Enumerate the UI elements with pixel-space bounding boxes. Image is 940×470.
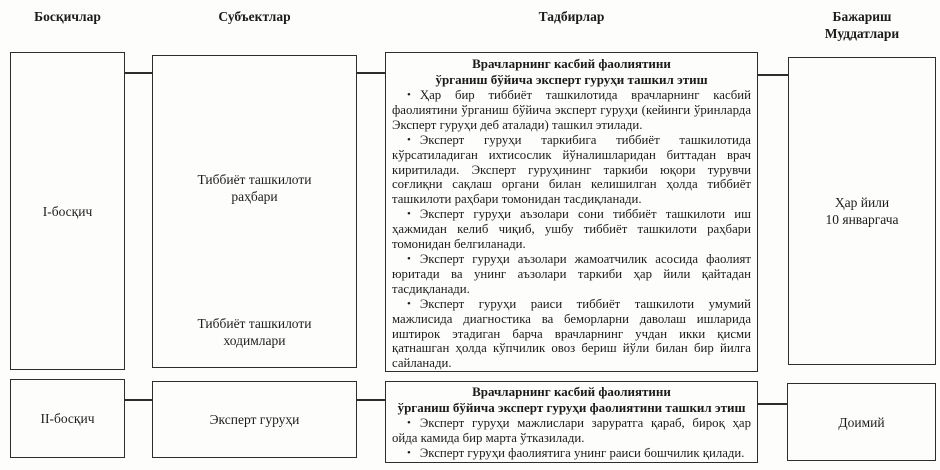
stage-2-box [10,379,125,458]
activities-1-bullet-5: • Эксперт гуруҳи раиси тиббиёт ташкилоти умумий мажлисида диагностика ва беморларни даволаш ишларида иштирок этадиган барча врачларнинг учдан икки қисми қатнашган ҳолда кўпчилик овоз бериш йўли билан бир йилга сайланади. [392,296,751,371]
deadline-1-line2: 10 январгача [825,212,899,227]
activities-2-title-line1: Врачларнинг касбий фаолиятини [472,384,671,399]
activities-1-title [392,56,751,88]
activities-2-title [392,384,751,416]
connector-line [758,403,787,405]
subjects-1-box [152,55,357,368]
column-header-deadlines [788,8,936,42]
column-header-stages: Босқичлар [34,9,101,24]
activities-1-title-line1: Врачларнинг касбий фаолиятини [472,56,671,71]
subject-medical-org-staff: Тиббиёт ташкилоти ходимлари [197,316,312,348]
bullet-icon: • [407,208,411,221]
subject-expert-group: Эксперт гуруҳи [209,412,300,427]
activities-1-box [385,52,758,372]
column-header-activities: Тадбирлар [538,9,605,24]
subjects-2-box [152,381,357,458]
column-header-subjects: Субъектлар [218,9,291,24]
activities-2-bullet-1: • Эксперт гуруҳи мажлислари заруратга қараб, бироқ ҳар ойда камида бир марта ўтказилади. [392,416,751,445]
stage-1-label: I-босқич [42,203,93,219]
bullet-icon: • [407,89,411,101]
connector-line [758,74,788,76]
activities-1-title-line2: ўрганиш бўйича эксперт гуруҳи ташкил этиш [435,72,708,87]
activities-2-box [385,381,758,463]
deadline-1-box [788,57,936,365]
subject-medical-org-head: Тиббиёт ташкилоти раҳбари [197,172,312,204]
bullet-icon: • [407,417,411,429]
connector-line [125,72,152,74]
activities-1-bullet-2: • Эксперт гуруҳи таркибига тиббиёт ташкилотида кўрсатиладиган ихтисослик йўналишларидан биттадан врач киритилади. Эксперт гуруҳининг таркиби юқори турувчи соғлиқни сақлаш органи билан келишилган ҳолда тиббиёт ташкилоти раҳбари томонидан тасдиқланади. [392,132,751,207]
activities-1-bullet-4: • Эксперт гуруҳи аъзолари жамоатчилик асосида фаолият юритади ва унинг аъзолари таркиби ҳар йили қайтадан тасдиқланади. [392,251,751,296]
column-header-deadlines-line2: Муддатлари [824,26,900,41]
deadline-2-label: Доимий [838,414,885,430]
deadline-2-box [787,383,936,461]
connector-line [357,399,385,401]
stage-1-box [10,52,125,370]
bullet-icon: • [407,446,411,459]
stage-2-label: II-босқич [40,411,95,426]
bullet-icon: • [407,133,411,146]
activities-2-title-line2: ўрганиш бўйича эксперт гуруҳи фаолиятини ташкил этиш [397,400,746,415]
activities-1-bullet-1: • Ҳар бир тиббиёт ташкилотида врачларнинг касбий фаолиятини ўрганиш бўйича эксперт гуруҳи (кейинги ўринларда Эксперт гуруҳи деб аталади) ташкил этилади. [392,88,751,132]
bullet-icon: • [407,252,411,265]
activities-1-bullet-3: • Эксперт гуруҳи аъзолари сони тиббиёт ташкилоти иш ҳажмидан келиб чиқиб, ушбу тиббиёт ташкилоти раҳбари томонидан белгиланади. [392,207,751,252]
bullet-icon: • [407,297,411,310]
activities-2-bullet-2: • Эксперт гуруҳи фаолиятига унинг раиси бошчилик қилади. [407,445,745,460]
deadline-1-label [825,194,898,228]
connector-line [125,399,152,401]
deadline-1-line1: Ҳар йили [834,195,890,210]
column-header-deadlines-line1: Бажариш [832,9,892,24]
connector-line [357,72,385,74]
